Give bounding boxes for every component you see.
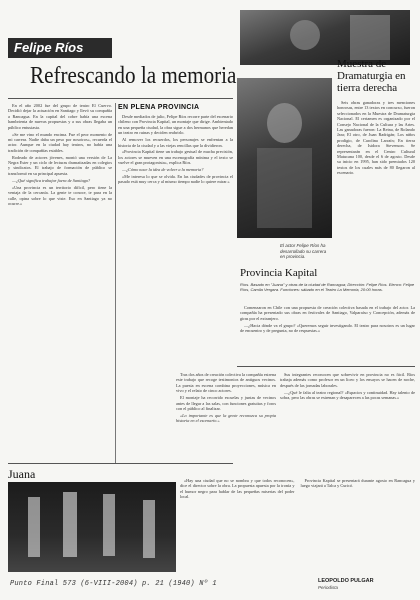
column-4: Comenzaron en Chile con una propuesta de creación colectiva basada en el trabajo del actor. La compañía ha presentado sus obras en festivales de Santiago, Valparaíso y Concepción, además de giras por el extranjero. —¿Hacia dónde va el grupo? «Queremos seguir investigando. El teatro para nosotros es un lugar de encuentro y de pregunta, no de respuestas.»	[240, 305, 415, 334]
section-rule	[237, 366, 415, 367]
column-3: Tras dos años de creación colectiva la compañía estrena este trabajo que recoge testimonios de antiguos vecinos. La puesta en escena combina proyecciones, música en vivo y el relato de cinco actores. El montaje ha recorrido escuelas y juntas de vecinos antes de llegar a las salas, con funciones gratuitas y foros con el público al finalizar. «Lo importante es que la gente reconozca su propia historia en el escenario.»	[176, 372, 276, 424]
photo-juana	[8, 482, 176, 572]
section-juana: Juana	[8, 467, 36, 481]
photo-felipe-rios	[237, 78, 332, 238]
photo-caption: El actor Felipe Ríos ha desarrollado su carrera en provincia.	[280, 243, 327, 259]
byline-role: Periodista	[318, 585, 339, 590]
page-title: Refrescando la memoria	[30, 63, 237, 89]
section-en-plena-provincia: EN PLENA PROVINCIA	[118, 104, 200, 111]
section-provincia-kapital: Provincia Kapital	[240, 267, 318, 279]
provincia-credits: Ríos. Basado en "Juana" y otras de la ciudad de Rancagua; Dirección: Felipe Ríos. Elenco: Felipe Ríos, Camila Vergara. Funciones: sábado en el Teatro La Memoria, 20:00 horas.	[240, 282, 415, 292]
column-6: «Hay una ciudad que no se nombra y que todos reconocen», dice el director sobre la obra. La propuesta apuesta por la ironía y el humor negro para hablar de las pequeñas miserias del poder local. Provincia Kapital se presentará durante agosto en Rancagua y luego viajará a Talca y Curicó.	[180, 478, 415, 500]
column-1: En el año 2002 fue del grupo de teatro El Cuervo. Decidió dejar la actuación en Santiago y llevó su compañía a Rancagua. En la capital del cobre había una escena hambrienta de nuevas propuestas y a sus obras llegaba un público entusiasta. «Se me vino el mundo encima. Fue el peor momento de mi carrera. Nadie daba un peso por nosotros», recuerda el actor. Aunque en la ciudad hay teatros, no había una tradición de compañías estables. Rodeado de actores jóvenes, montó una versión de La Negra Ester y un ciclo de lecturas dramatizadas en colegios y sindicatos. El trabajo de formación de público se transformó en su principal apuesta. —¿Qué significa trabajar fuera de Santiago? «Una provincia es un territorio difícil, pero tiene la ventaja de la cercanía. La gente te conoce, te para en la calle, opina sobre lo que viste. Eso en Santiago ya no ocurre.»	[8, 103, 112, 206]
kicker-label: Felipe Ríos	[8, 38, 112, 58]
sidebar-title: Muestra de Dramaturgia en tierra derecha	[337, 58, 406, 94]
column-divider	[115, 103, 116, 463]
byline-author: LEOPOLDO PULGAR	[318, 578, 374, 584]
juana-rule	[8, 463, 233, 464]
handwritten-reference: Punto Final 573 (6-VIII-2004) p. 21 (1940) Nº 1	[10, 580, 217, 588]
column-2: Desde mediados de julio, Felipe Ríos recorre parte del escenario chileno con Provincia Kapital, un montaje que dirige. Ambientado en una pequeña ciudad, la obra sigue a dos hermanos que heredan un teatro en ruinas y deciden reabrirlo. Al remover los recuerdos, los personajes se enfrentan a la historia de la ciudad y a las viejas rencillas que la dividieron. «Provincia Kapital tiene un trabajo gestual de mucha precisión, los actores se mueven en una escenografía mínima y el texto se vuelve el gran protagonista», explica Ríos. —¿Cómo nace la idea de volver a la memoria? «Me interesa lo que se olvida. En las ciudades de provincia el pasado está muy cerca y al mismo tiempo nadie lo quiere mirar.»	[118, 114, 233, 185]
column-5: Sus integrantes reconocen que sobrevivir en provincia no es fácil. Ríos trabaja además como profesor en un liceo y los ensayos se hacen de noche, después de las jornadas laborales. —¿Qué le falta al teatro regional? «Espacios y continuidad. Hay talento de sobra, pero las obras se estrenan y desaparecen a las pocas semanas.»	[280, 372, 415, 401]
sidebar-text: Seis obras ganadoras y tres menciones honrosas, entre 13 textos en concurso, fueron seleccionados en la Muestra de Dramaturgia Nacional. El certamen es organizado por el Consejo Nacional de la Cultura y las Artes. Las ganadoras fueron: La Reina, de Rolando Jara; El otro, de Juan Radrigán; Los niños prodigio, de Carolina Larraín; En tierra derecha, de Isidora Stevenson. Se representarán en el Centro Cultural Matucana 100, desde el 6 de agosto. Desde su inicio en 1995, han sido premiados 120 textos de los cuales más de 80 llegaron al escenario.	[337, 100, 415, 176]
photo-top-right	[240, 10, 410, 65]
title-rule	[8, 98, 233, 99]
